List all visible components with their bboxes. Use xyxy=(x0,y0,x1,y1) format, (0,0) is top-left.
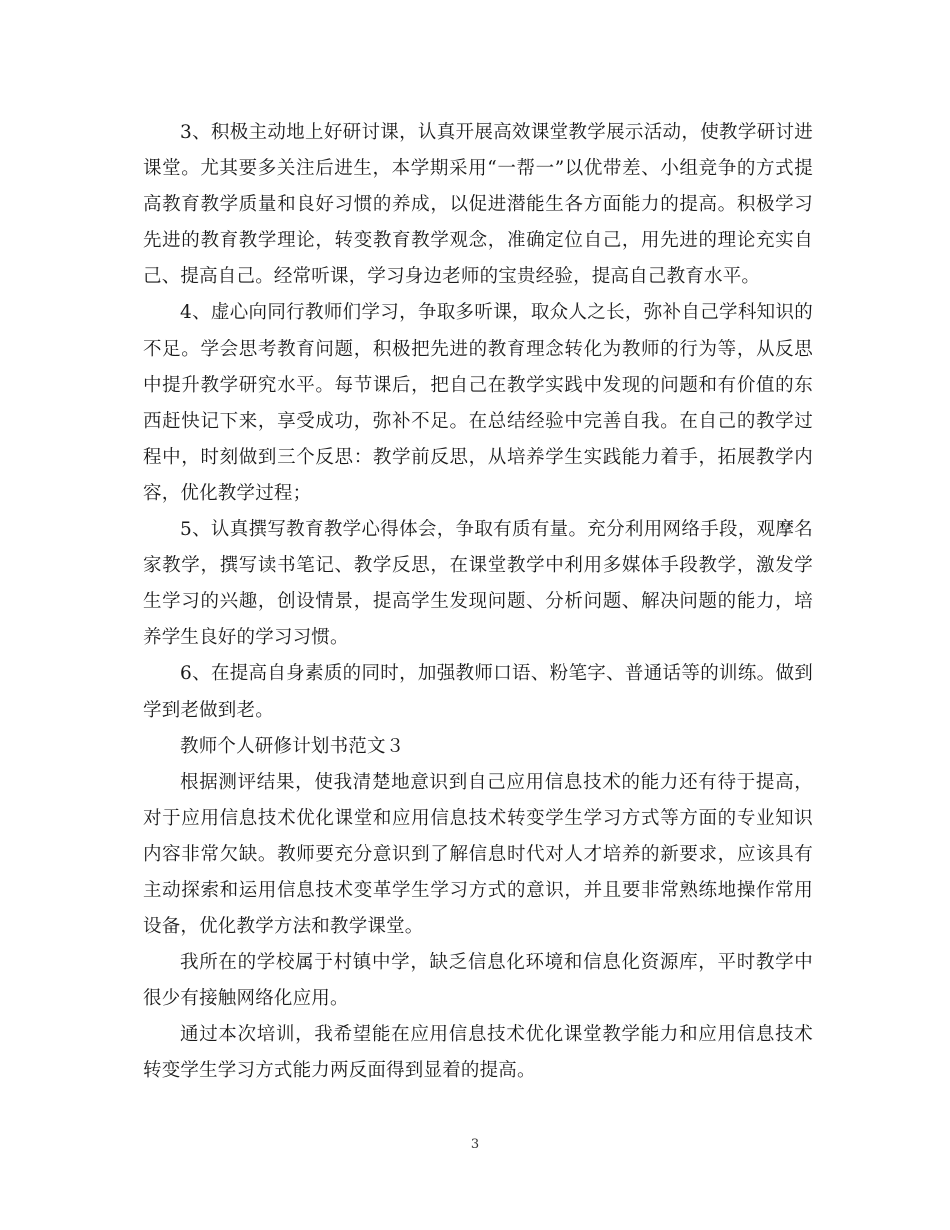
page-number: 3 xyxy=(470,1137,480,1152)
paragraph-item-3: 3、积极主动地上好研讨课，认真开展高效课堂教学展示活动，使教学研讨进课堂。尤其要多关注后进生，本学期采用“一帮一”以优带差、小组竞争的方式提高教育教学质量和良好习惯的养成，以促进潜能生各方面能力的提高。积极学习先进的教育教学理论，转变教育教学观念，准确定位自己，用先进的理论充实自己、提高自己。经常听课，学习身边老师的宝贵经验，提高自己教育水平。 xyxy=(143,122,813,288)
paragraph-item-5: 5、认真撰写教育教学心得体会，争取有质有量。充分利用网络手段，观摩名家教学，撰写读书笔记、教学反思，在课堂教学中利用多媒体手段教学，激发学生学习的兴趣，创设情景，提高学生发现问题、分析问题、解决问题的能力，培养学生良好的学习习惯。 xyxy=(143,519,813,649)
paragraph-training-goal: 通过本次培训，我希望能在应用信息技术优化课堂教学能力和应用信息技术转变学生学习方式能力两反面得到显着的提高。 xyxy=(143,1024,813,1082)
paragraph-school: 我所在的学校属于村镇中学，缺乏信息化环境和信息化资源库，平时教学中很少有接触网络化应用。 xyxy=(143,952,813,1010)
section-heading: 教师个人研修计划书范文３ xyxy=(180,735,405,757)
paragraph-item-4: 4、虚心向同行教师们学习，争取多听课，取众人之长，弥补自己学科知识的不足。学会思考教育问题，积极把先进的教育理念转化为教师的行为等，从反思中提升教学研究水平。每节课后，把自己在教学实践中发现的问题和有价值的东西赶快记下来，享受成功，弥补不足。在总结经验中完善自我。在自己的教学过程中，时刻做到三个反思：教学前反思，从培养学生实践能力着手，拓展教学内容，优化教学过程； xyxy=(143,302,813,504)
paragraph-assessment: 根据测评结果，使我清楚地意识到自己应用信息技术的能力还有待于提高，对于应用信息技术优化课堂和应用信息技术转变学生学习方式等方面的专业知识内容非常欠缺。教师要充分意识到了解信息时代对人才培养的新要求，应该具有主动探索和运用信息技术变革学生学习方式的意识，并且要非常熟练地操作常用设备，优化教学方法和教学课堂。 xyxy=(143,771,813,938)
paragraph-item-6: 6、在提高自身素质的同时，加强教师口语、粉笔字、普通话等的训练。做到学到老做到老。 xyxy=(143,663,813,721)
document-body xyxy=(143,115,813,1090)
